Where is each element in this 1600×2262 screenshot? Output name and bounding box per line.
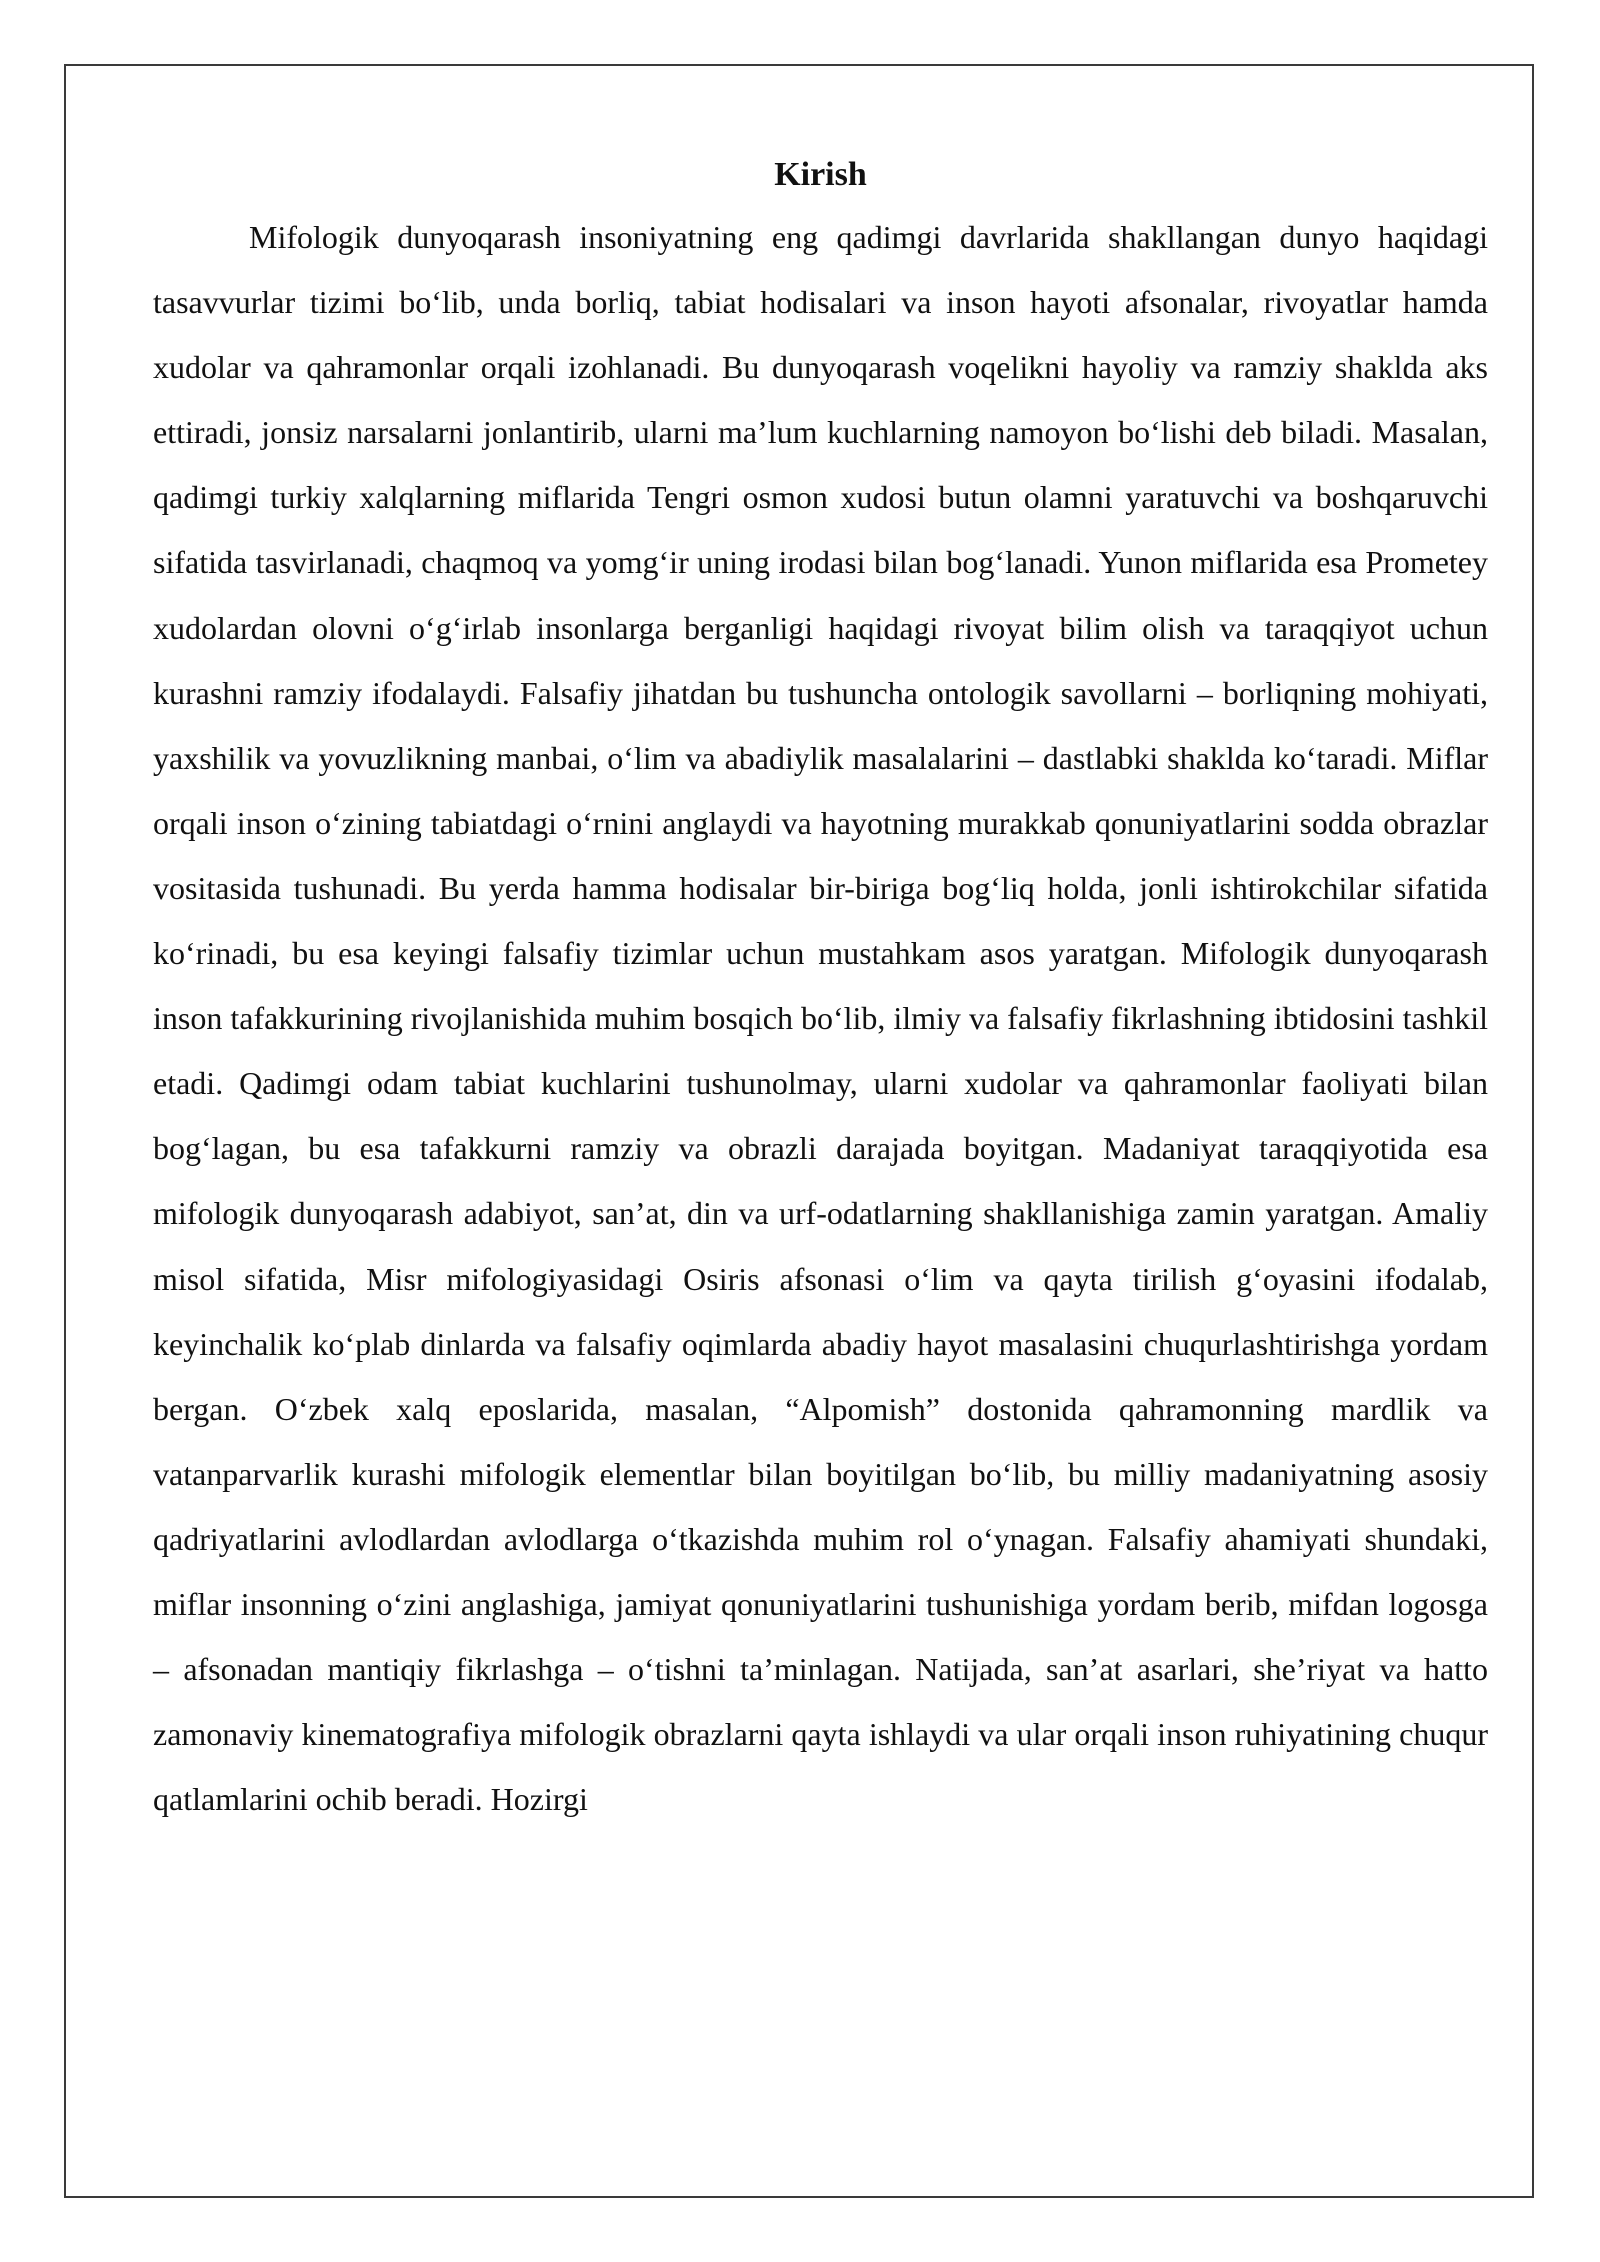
document-title: Kirish <box>774 156 867 193</box>
document-content <box>153 145 1488 1832</box>
document-paragraph: Mifologik dunyoqarash insoniyatning eng qadimgi davrlarida shakllangan dunyo haqidagi tasavvurlar tizimi bo‘lib, unda borliq, tabiat hodisalari va inson hayoti afsonalar, rivoyatlar hamda xudolar va qahramonlar orqali izohlanadi. Bu dunyoqarash voqelikni hayoliy va ramziy shaklda aks ettiradi, jonsiz narsalarni jonlantirib, ularni ma’lum kuchlarning namoyon bo‘lishi deb biladi. Masalan, qadimgi turkiy xalqlarning miflarida Tengri osmon xudosi butun olamni yaratuvchi va boshqaruvchi sifatida tasvirlanadi, chaqmoq va yomg‘ir uning irodasi bilan bog‘lanadi. Yunon miflarida esa Prometey xudolardan olovni o‘g‘irlab insonlarga berganligi haqidagi rivoyat bilim olish va taraqqiyot uchun kurashni ramziy ifodalaydi. Falsafiy jihatdan bu tushuncha ontologik savollarni – borliqning mohiyati, yaxshilik va yovuzlikning manbai, o‘lim va abadiylik masalalarini – dastlabki shaklda ko‘taradi. Miflar orqali inson o‘zining tabiatdagi o‘rnini anglaydi va hayotning murakkab qonuniyatlarini sodda obrazlar vositasida tushunadi. Bu yerda hamma hodisalar bir-biriga bog‘liq holda, jonli ishtirokchilar sifatida ko‘rinadi, bu esa keyingi falsafiy tizimlar uchun mustahkam asos yaratgan. Mifologik dunyoqarash inson tafakkurining rivojlanishida muhim bosqich bo‘lib, ilmiy va falsafiy fikrlashning ibtidosini tashkil etadi. Qadimgi odam tabiat kuchlarini tushunolmay, ularni xudolar va qahramonlar faoliyati bilan bog‘lagan, bu esa tafakkurni ramziy va obrazli darajada boyitgan. Madaniyat taraqqiyotida esa mifologik dunyoqarash adabiyot, san’at, din va urf-odatlarning shakllanishiga zamin yaratgan. Amaliy misol sifatida, Misr mifologiyasidagi Osiris afsonasi o‘lim va qayta tirilish g‘oyasini ifodalab, keyinchalik ko‘plab dinlarda va falsafiy oqimlarda abadiy hayot masalasini chuqurlashtirishga yordam bergan. O‘zbek xalq eposlarida, masalan, “Alpomish” dostonida qahramonning mardlik va vatanparvarlik kurashi mifologik elementlar bilan boyitilgan bo‘lib, bu milliy madaniyatning asosiy qadriyatlarini avlodlardan avlodlarga o‘tkazishda muhim rol o‘ynagan. Falsafiy ahamiyati shundaki, miflar insonning o‘zini anglashiga, jamiyat qonuniyatlarini tushunishiga yordam berib, mifdan logosga – afsonadan mantiqiy fikrlashga – o‘tishni ta’minlagan. Natijada, san’at asarlari, she’riyat va hatto zamonaviy kinematografiya mifologik obrazlarni qayta ishlaydi va ular orqali inson ruhiyatining chuqur qatlamlarini ochib beradi. Hozirgi <box>153 219 1488 1818</box>
